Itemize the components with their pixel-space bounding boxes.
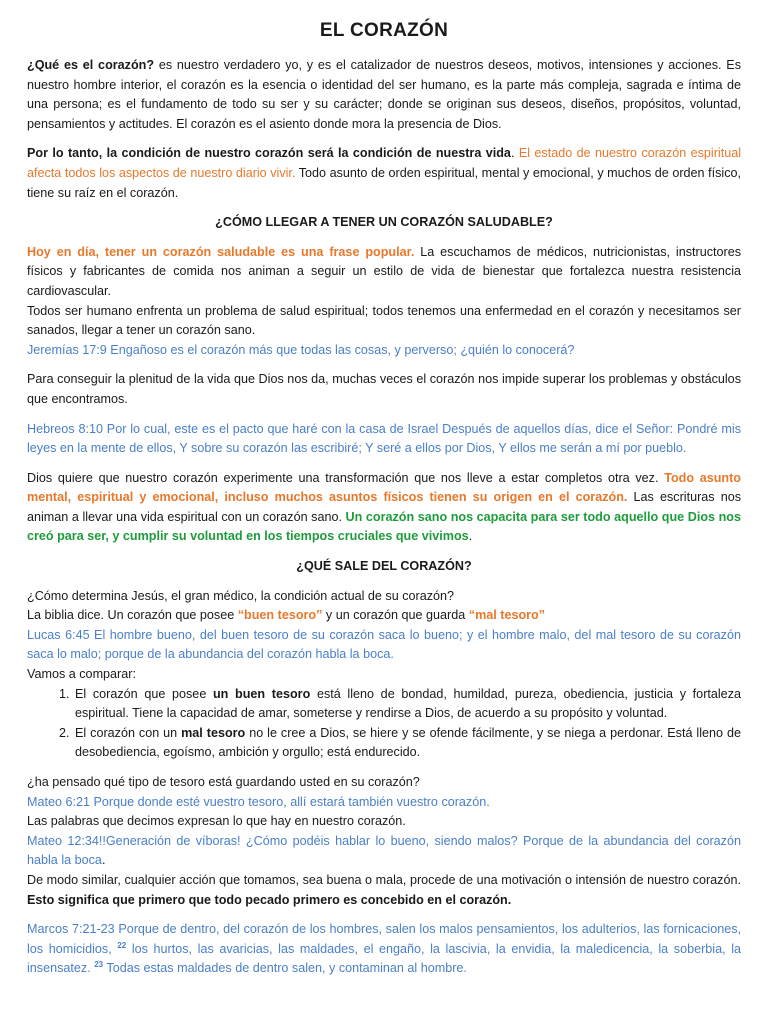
section-heading-sale: ¿QUÉ SALE DEL CORAZÓN? — [296, 559, 472, 574]
bold-text: mal tesoro — [181, 725, 246, 740]
body-text: El corazón con un — [75, 725, 182, 740]
paragraph-comparar: Vamos a comparar: — [27, 667, 136, 682]
highlight-orange: “mal tesoro” — [468, 608, 546, 623]
paragraph-tesoro — [27, 606, 741, 626]
body-text: De modo similar, cualquier acción que tomamos, sea buena o mala, procede de una motivación o intensión de nuestro corazón. — [27, 872, 741, 887]
list-item — [73, 685, 741, 724]
body-text: Las escrituras nos animan a llevar una vida espiritual con un corazón sano. — [27, 490, 742, 524]
verse-text: Todas estas maldades de dentro salen, y contaminan al hombre. — [103, 961, 467, 976]
paragraph-plenitud: Para conseguir la plenitud de la vida que Dios nos da, muchas veces el corazón nos impide superar los problemas y obstáculos que encontramos. — [27, 372, 741, 406]
verse-jeremias: Jeremías 17:9 Engañoso es el corazón más que todas las cosas, y perverso; ¿quién lo conocerá? — [27, 342, 575, 357]
paragraph-que-es — [27, 56, 741, 134]
highlight-orange: Hoy en día, tener un corazón saludable es una frase popular. — [27, 244, 415, 259]
body-text: . — [510, 146, 519, 161]
verse-lucas: Lucas 6:45 El hombre bueno, del buen tesoro de su corazón saca lo bueno; y el hombre malo, del mal tesoro de su corazón saca lo malo; porque de la abundancia del corazón habla la boca. — [27, 627, 741, 662]
highlight-orange: El estado de nuestro corazón espiritual afecta todos los aspectos de nuestro diario vivir. — [27, 146, 741, 180]
comparison-list — [27, 685, 741, 763]
paragraph-salud-espiritual: Todos ser humano enfrenta un problema de salud espiritual; todos tenemos una enfermedad en el corazón y necesitamos ser sanados, llegar a tener un corazón sano. — [27, 303, 741, 338]
body-text: . — [101, 853, 106, 868]
paragraph-accion — [27, 871, 741, 910]
paragraph-transformacion — [27, 469, 741, 547]
verse-mateo-6: Mateo 6:21 Porque donde esté vuestro tesoro, allí estará también vuestro corazón. — [27, 794, 490, 809]
question-text: ¿Qué es el corazón? — [27, 58, 155, 72]
section-heading-saludable: ¿CÓMO LLEGAR A TENER UN CORAZÓN SALUDABLE? — [215, 215, 553, 230]
highlight-orange: Todo asunto mental, espiritual y emocional, incluso muchos asuntos físicos tienen su origen en el corazón. — [27, 470, 741, 505]
bold-text: un buen tesoro — [212, 686, 311, 701]
body-text: Dios quiere que nuestro corazón experimente una transformación que nos lleve a estar completos otra vez. — [27, 470, 665, 485]
highlight-orange: “buen tesoro” — [237, 608, 323, 623]
body-text: La biblia dice. Un corazón que posee — [27, 608, 238, 623]
verse-marcos — [27, 920, 741, 979]
bold-text: Esto significa que primero que todo pecado primero es concebido en el corazón. — [27, 892, 512, 907]
body-text: . — [468, 529, 473, 544]
body-text: Todo asunto de orden espiritual, mental y emocional, y muchos de orden físico, tiene su raíz en el corazón. — [27, 165, 741, 200]
paragraph-condicion — [27, 144, 741, 203]
body-text: está lleno de bondad, humildad, pureza, obediencia, justicia y fortaleza espiritual. Tiene la capacidad de amar, someterse y rendirse a Dios, de acuerdo a su propósito y voluntad. — [75, 686, 741, 721]
highlight-green: Un corazón sano nos capacita para ser todo aquello que Dios nos creó para ser, y cumplir su voluntad en los tiempos cruciales que vivimos — [27, 509, 742, 544]
paragraph-tipo-tesoro: ¿ha pensado qué tipo de tesoro está guardando usted en su corazón? — [27, 775, 420, 789]
verse-mateo-12-wrapper — [27, 832, 741, 871]
verse-hebreos: Hebreos 8:10 Por lo cual, este es el pacto que haré con la casa de Israel Después de aquellos días, dice el Señor: Pondré mis leyes en la mente de ellos, Y sobre su corazón las escribiré; Y seré a ellos por Dios, Y ellos me serán a mí por pueblo. — [27, 421, 741, 456]
verse-mateo-12: Mateo 12:34!!Generación de víboras! ¿Cómo podéis hablar lo bueno, siendo malos? Porque de la abundancia del corazón habla la boca — [27, 833, 741, 868]
paragraph-jesus-medico: ¿Cómo determina Jesús, el gran médico, la condición actual de su corazón? — [27, 588, 455, 603]
body-text: y un corazón que guarda — [322, 608, 469, 623]
body-text: La escuchamos de médicos, nutricionistas, instructores físicos y fabricantes de comida nos animan a seguir un estilo de vida de bienestar que fortalezca nuestra resistencia cardiovascular. — [27, 244, 742, 298]
verse-number: 22 — [117, 940, 127, 950]
paragraph-frase-popular — [27, 243, 741, 302]
verse-number: 23 — [94, 960, 104, 970]
body-text: es nuestro verdadero yo, y es el catalizador de nuestros deseos, motivos, intensiones y acciones. Es nuestro hombre interior, el corazón es la esencia o identidad del ser humano, es la parte más compleja, sagrada e íntima de una persona; es el fundamento de todo su ser y su carácter; donde se originan sus deseos, diseños, propósitos, voluntad, pensamientos y actitudes. El corazón es el asiento donde mora la presencia de Dios. — [27, 58, 741, 131]
page-title: EL CORAZÓN — [319, 20, 449, 41]
paragraph-palabras: Las palabras que decimos expresan lo que hay en nuestro corazón. — [27, 814, 406, 829]
bold-text: Por lo tanto, la condición de nuestro corazón será la condición de nuestra vida — [27, 146, 511, 161]
verse-text: los hurtos, las avaricias, las maldades, el engaño, la lascivia, la envidia, la maledicencia, la soberbia, la insensatez. — [27, 941, 741, 976]
body-text: no le cree a Dios, se hiere y se ofende fácilmente, y se niega a perdonar. Está lleno de desobediencia, egoísmo, ambición y orgullo; está endurecido. — [75, 725, 741, 760]
body-text: El corazón que posee — [75, 686, 213, 701]
list-item — [73, 724, 741, 763]
verse-text: Marcos 7:21-23 Porque de dentro, del corazón de los hombres, salen los malos pensamientos, los adulterios, las fornicaciones, los homicidios, — [27, 922, 741, 956]
